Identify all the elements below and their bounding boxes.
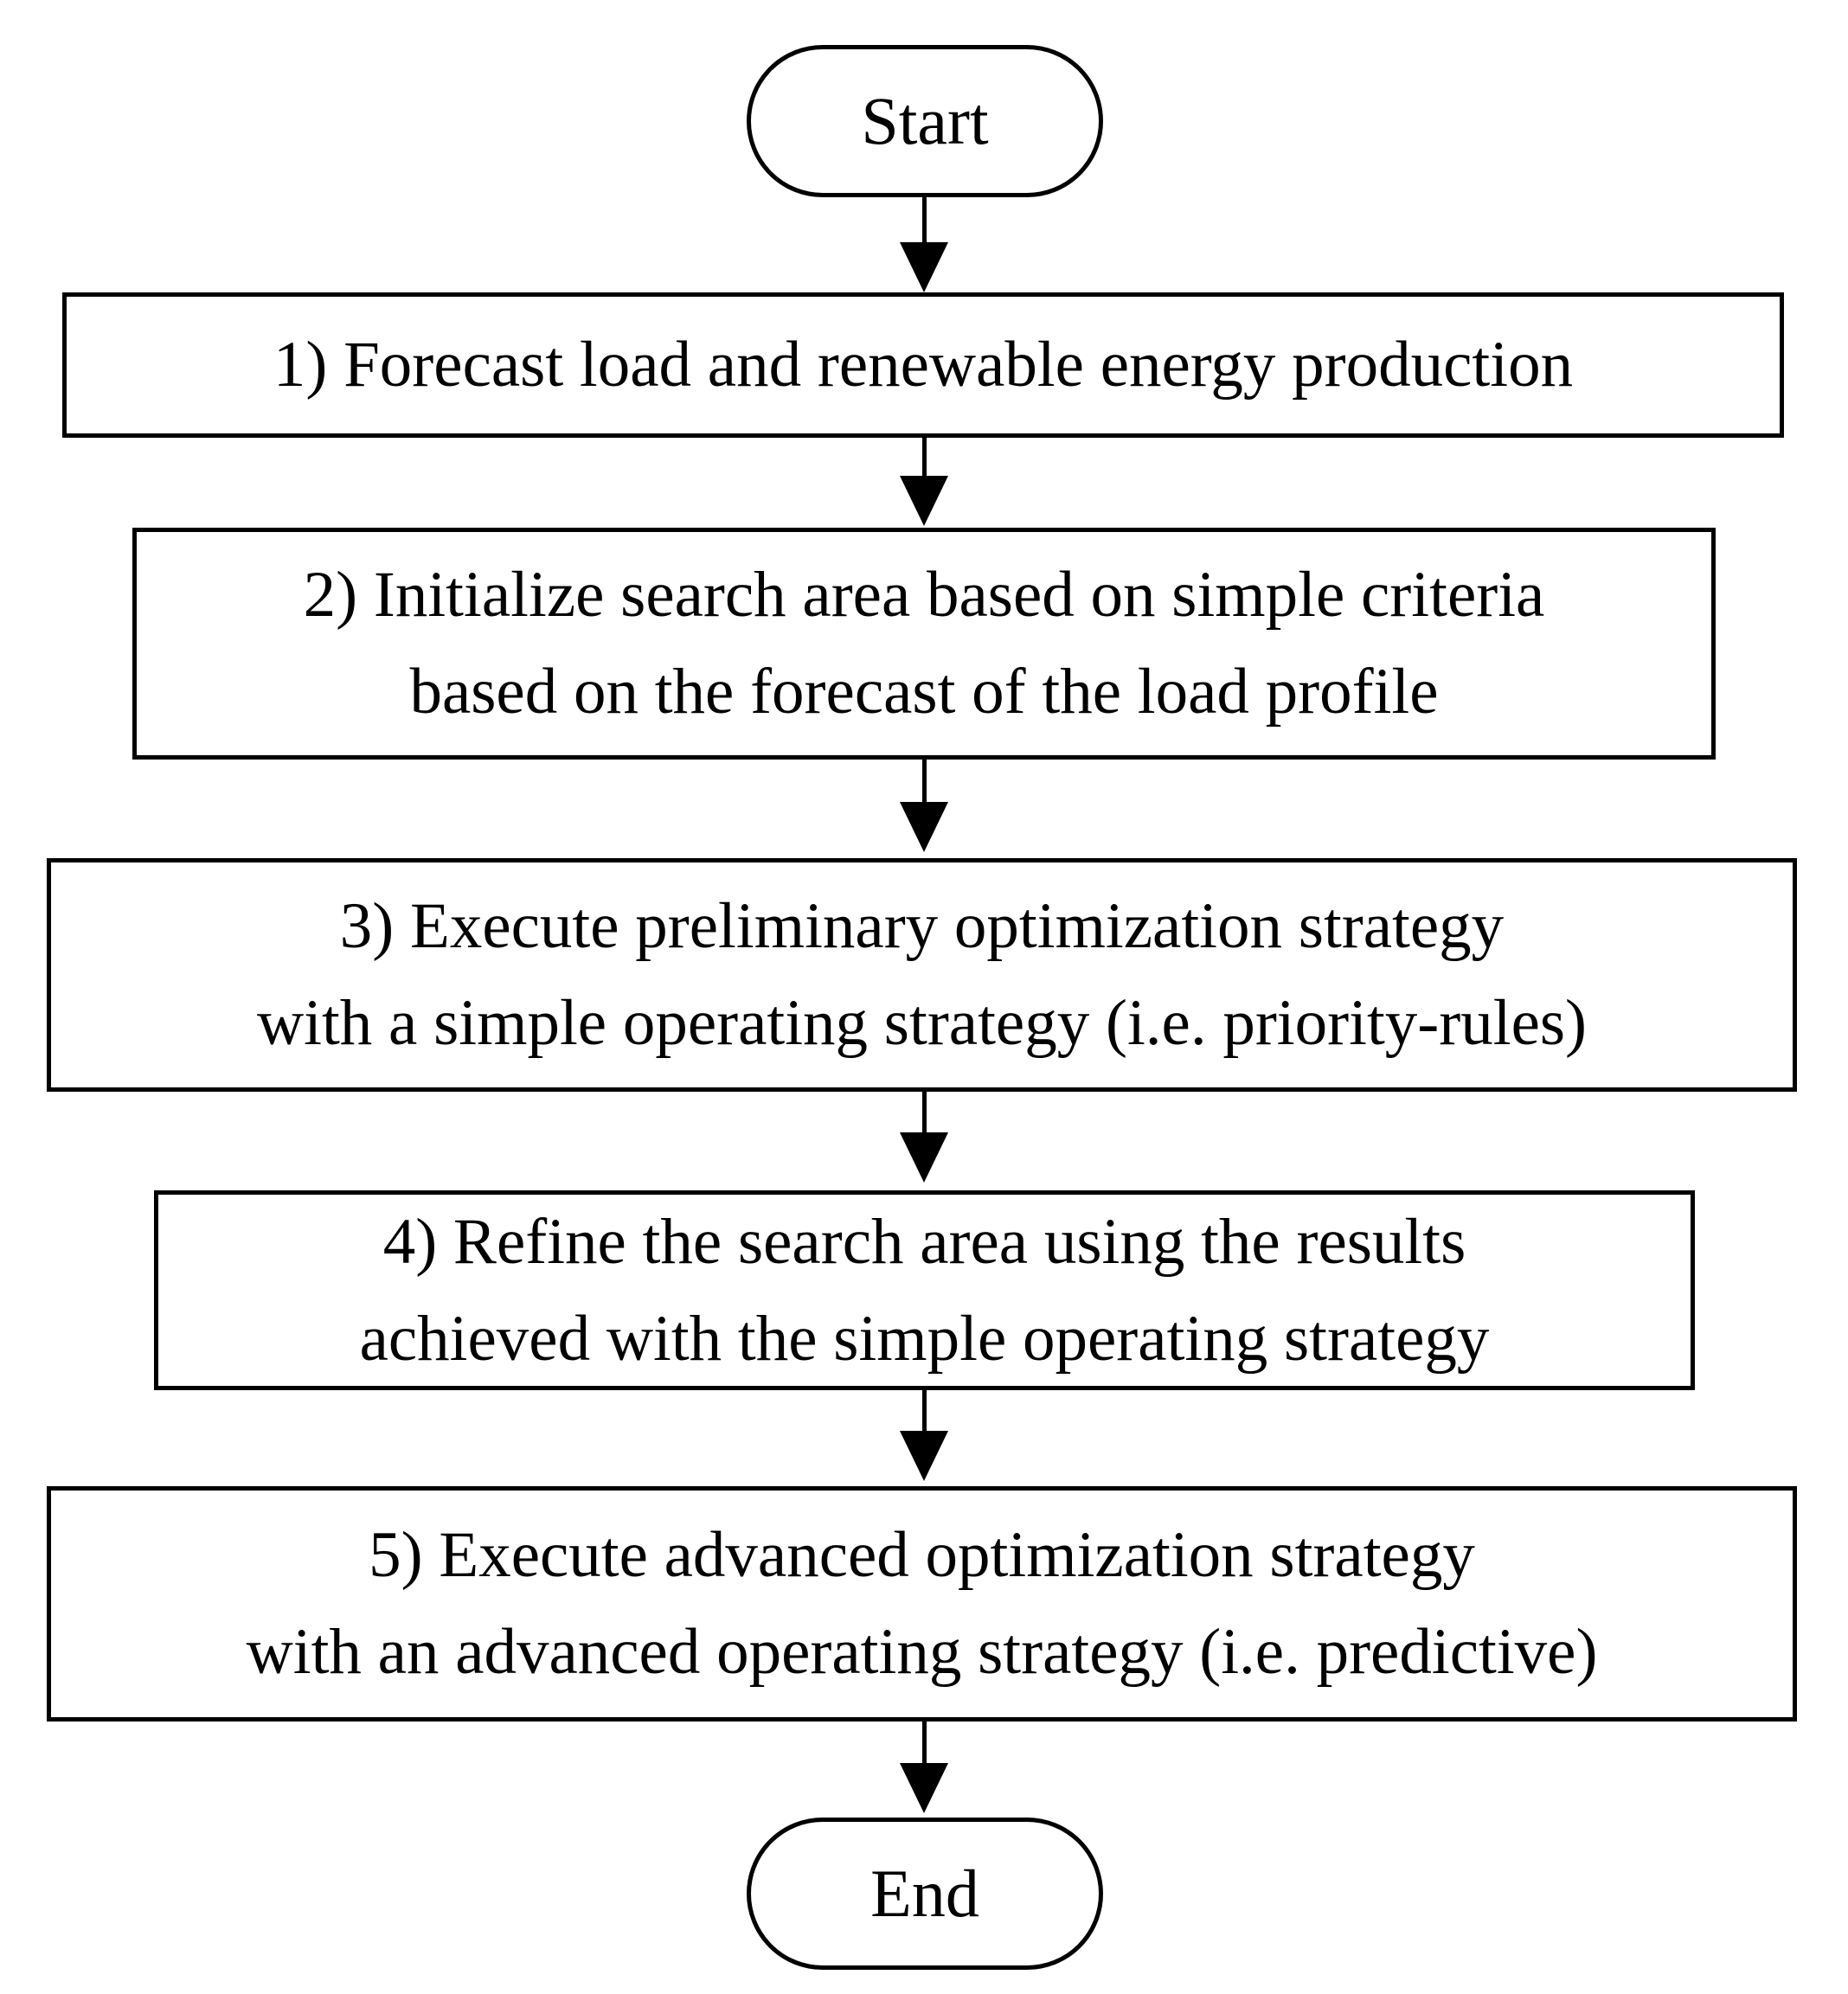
step-4-line-1: 4) Refine the search area using the results [382,1205,1466,1278]
step-3-line-2: with a simple operating strategy (i.e. priority-rules) [256,987,1588,1059]
step-1-box [62,292,1784,438]
step-2-line-2: based on the forecast of the load profile [409,656,1439,728]
start-label: Start [861,83,989,158]
step-2-box [132,528,1716,760]
end-node [747,1818,1103,1970]
arrow-step3-to-step4 [922,1092,927,1137]
arrow-step1-to-step2 [922,438,927,481]
arrow-head-step2-to-step3 [900,802,948,852]
arrow-start-to-step1 [922,197,927,247]
step-2-line-1: 2) Initialize search area based on simple criteria [303,559,1545,631]
arrow-head-step5-to-end [900,1763,948,1813]
step-5-line-1: 5) Execute advanced optimization strategy [369,1519,1475,1591]
step-4-box [154,1190,1695,1390]
step-3-line-1: 3) Execute preliminary optimization strategy [339,890,1505,962]
start-node [747,45,1103,197]
arrow-head-step1-to-step2 [900,476,948,526]
step-5-box [47,1486,1797,1722]
arrow-head-start-to-step1 [900,242,948,292]
end-label: End [870,1856,979,1931]
step-5-line-2: with an advanced operating strategy (i.e. predictive) [246,1616,1598,1688]
arrow-step5-to-end [922,1722,927,1767]
step-1-line-1: 1) Forecast load and renewable energy production [273,329,1574,401]
arrow-head-step3-to-step4 [900,1132,948,1183]
arrow-step2-to-step3 [922,760,927,806]
step-3-box [47,858,1797,1092]
step-4-line-2: achieved with the simple operating strategy [359,1302,1490,1375]
arrow-step4-to-step5 [922,1390,927,1435]
arrow-head-step4-to-step5 [900,1431,948,1481]
